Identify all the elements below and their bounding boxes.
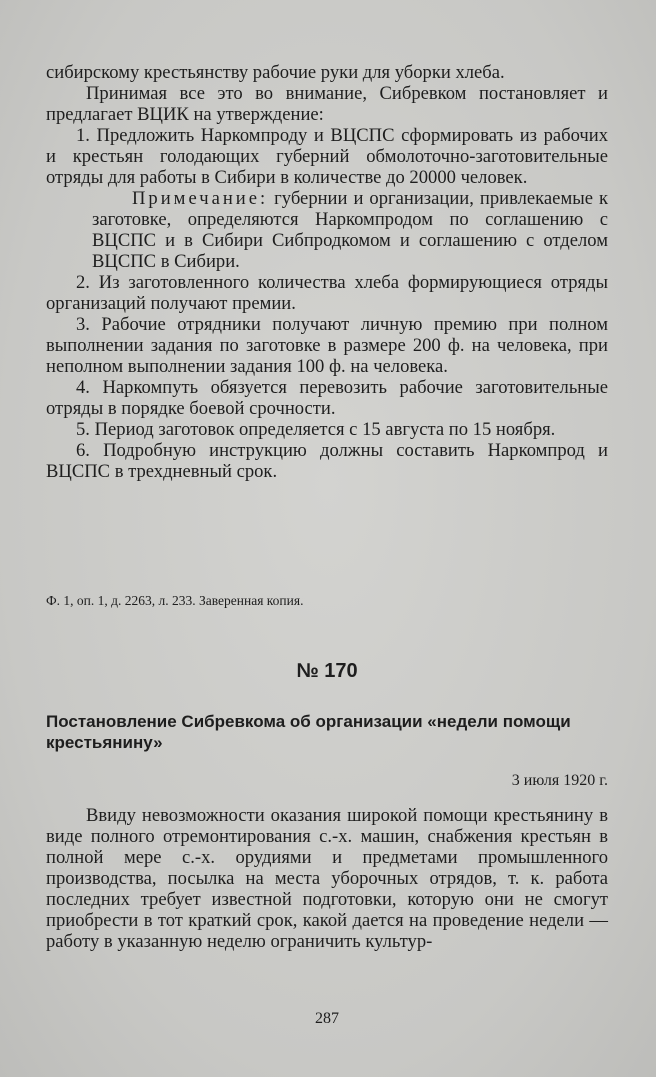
intro-paragraph: Принимая все это во внимание, Сибревком постановляет и предлагает ВЦИК на утверждение: [46,83,608,125]
resolution-item-6: 6. Подробную инструкцию должны составить Наркомпрод и ВЦСПС в трехдневный срок. [46,440,608,482]
resolution-item-1: 1. Предложить Наркомпроду и ВЦСПС сформировать из рабочих и крестьян голодающих губерний обмолоточно-заготовительные отряды для работы в Сибири в количестве до 20000 человек. [46,125,608,188]
document-date: 3 июля 1920 г. [511,772,608,789]
continued-text-block [46,62,608,482]
document-title: Постановление Сибревкома об организации «недели помощи крестьянину» [46,712,571,752]
resolution-item-4: 4. Наркомпуть обязуется перевозить рабочие заготовительные отряды в порядке боевой срочности. [46,377,608,419]
continuation-paragraph: сибирскому крестьянству рабочие руки для уборки хлеба. [46,62,505,83]
note-label: Примечание: [132,188,269,209]
resolution-item-2: 2. Из заготовленного количества хлеба формирующиеся отряды организаций получают премии. [46,272,608,314]
resolution-item-3: 3. Рабочие отрядники получают личную премию при полном выполнении задания по заготовке в размере 200 ф. на человека, при неполном выполнении задания 100 ф. на человека. [46,314,608,377]
resolution-item-5: 5. Период заготовок определяется с 15 августа по 15 ноября. [76,419,556,440]
note-paragraph [46,188,608,272]
archive-source: Ф. 1, оп. 1, д. 2263, л. 233. Заверенная копия. [46,593,304,608]
note-text: губернии и организации, привлекаемые к заготовке, определяются Наркомпродом по соглашению с ВЦСПС и в Сибири Сибпродкомом и соглашению с отделом ВЦСПС в Сибири. [92,188,608,272]
document-body: Ввиду невозможности оказания широкой помощи крестьянину в виде полного отремонтирования с.-х. машин, снабжения крестьян в полной мере с.-х. орудиями и предметами промышленного производства, посылка на места уборочных отрядов, т. к. работа последних требует известной подготовки, которую они не смогут приобрести в тот краткий срок, какой дается на проведение недели — работу в указанную неделю ограничить культур- [46,805,608,952]
page-number: 287 [315,1010,339,1027]
document-number: № 170 [296,660,358,682]
